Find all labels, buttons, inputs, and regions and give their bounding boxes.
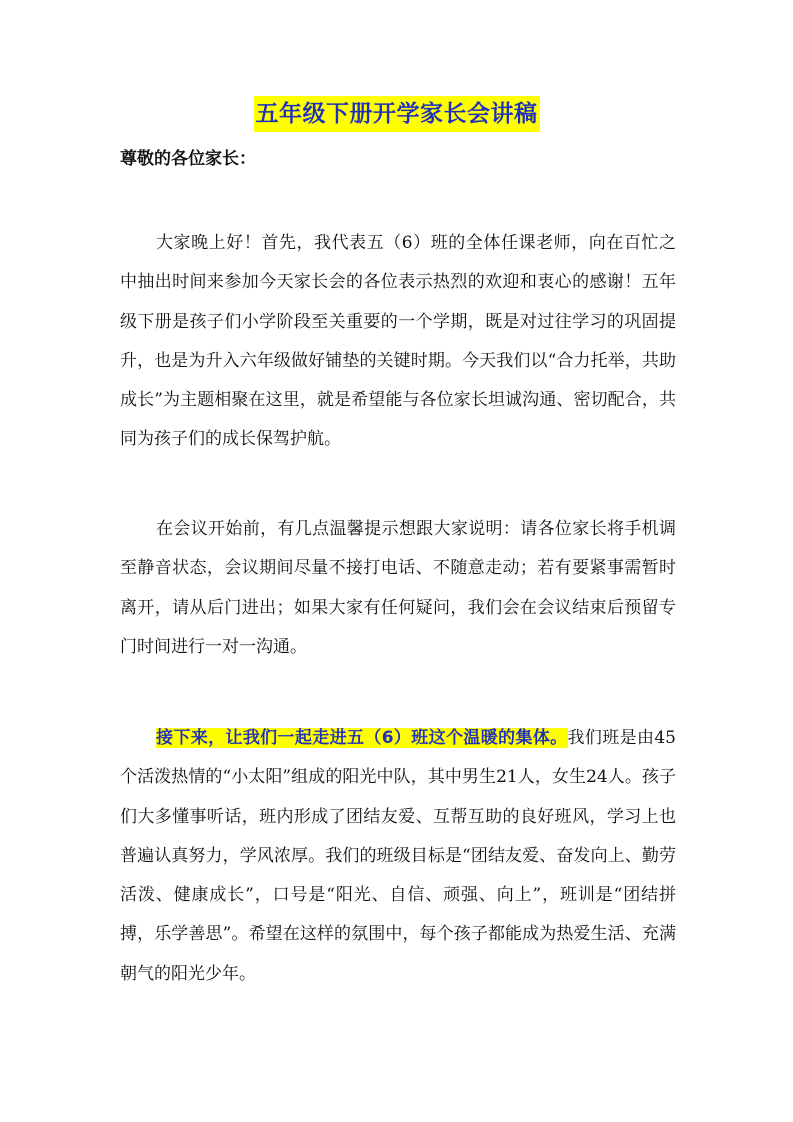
highlighted-sentence: 接下来，让我们一起走进五（6）班这个温暖的集体。 [156, 728, 568, 748]
title-text: 五年级下册开学家长会讲稿 [254, 96, 540, 132]
paragraph-class-intro [120, 719, 676, 994]
greeting: 尊敬的各位家长： [120, 149, 256, 169]
paragraph-welcome: 大家晚上好！首先，我代表五（6）班的全体任课老师，向在百忙之中抽出时间来参加今天家长会的各位表示热烈的欢迎和衷心的感谢！五年级下册是孩子们小学阶段至关重要的一个学期，既是对过往学习的巩固提升，也是为升入六年级做好铺垫的关键时期。今天我们以“合力托举，共助成长”为主题相聚在这里，就是希望能与各位家长坦诚沟通、密切配合，共同为孩子们的成长保驾护航。 [120, 233, 676, 450]
paragraph-reminders: 在会议开始前，有几点温馨提示想跟大家说明：请各位家长将手机调至静音状态，会议期间尽量不接打电话、不随意走动；若有要紧事需暂时离开，请从后门进出；如果大家有任何疑问，我们会在会议结束后预留专门时间进行一对一沟通。 [120, 519, 676, 657]
document-title [0, 96, 793, 132]
class-intro-text: 我们班是由45个活泼热情的“小太阳”组成的阳光中队，其中男生21人，女生24人。孩子们大多懂事听话，班内形成了团结友爱、互帮互助的良好班风，学习上也普遍认真努力，学风浓厚。我们的班级目标是“团结友爱、奋发向上、勤劳活泼、健康成长”，口号是“阳光、自信、顽强、向上”，班训是“团结拼搏，乐学善思”。希望在这样的氛围中，每个孩子都能成为热爱生活、充满朝气的阳光少年。 [120, 728, 676, 984]
